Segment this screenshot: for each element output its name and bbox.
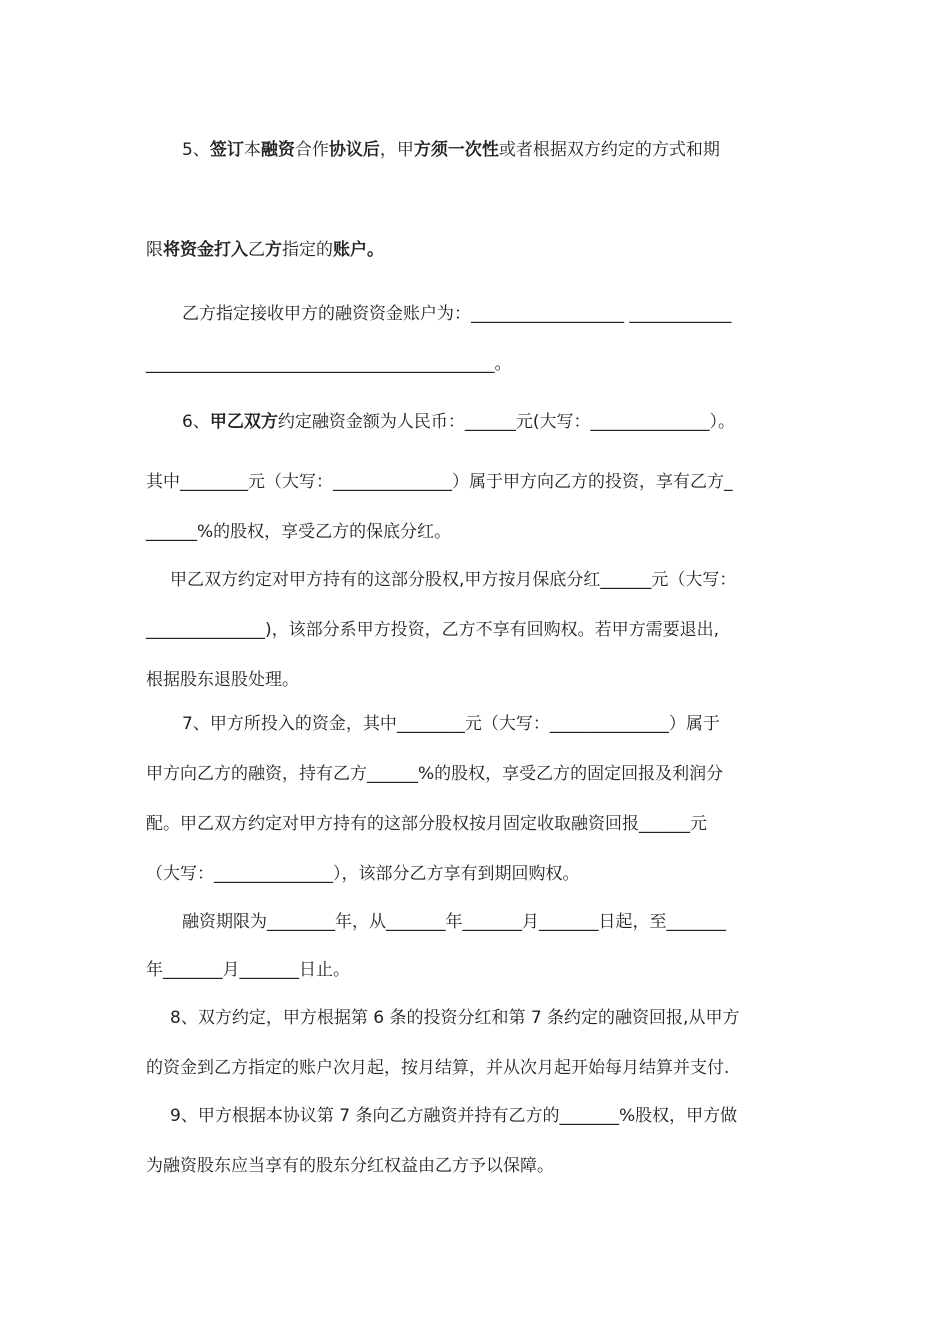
clause-6-line-2 xyxy=(146,472,733,492)
text-segment: 合作 xyxy=(294,140,329,160)
text-segment: 甲方向乙方的融资，持有乙方______%的股权，享受乙方的固定回报及利润分 xyxy=(146,764,724,784)
text-segment: 根据股东退股处理。 xyxy=(146,670,299,690)
term-line-2 xyxy=(146,960,350,980)
text-segment: ______%的股权，享受乙方的保底分红。 xyxy=(146,522,452,542)
clause-6-line-3 xyxy=(146,522,451,542)
text-segment: 的资金到乙方指定的账户次月起，按月结算，并从次月起开始每月结算并支付. xyxy=(146,1058,730,1078)
clause-9-line-1 xyxy=(170,1106,737,1126)
bold-text-segment: 账户。 xyxy=(333,240,384,260)
bold-text-segment: 协议后 xyxy=(328,140,380,160)
account-line-2 xyxy=(146,354,512,374)
clause-7-line-2 xyxy=(146,764,723,784)
clause-7-line-4 xyxy=(146,864,580,884)
text-segment: （大写：______________），该部分乙方享有到期回购权。 xyxy=(146,864,580,884)
text-segment: _________________________________________。 xyxy=(146,354,512,374)
text-segment: 9、甲方根据本协议第 7 条向乙方融资并持有乙方的_______%股权，甲方做 xyxy=(170,1106,738,1126)
clause-7-line-1 xyxy=(182,714,720,734)
text-segment: 约定融资金额为人民币：______元(大写：______________）。 xyxy=(277,412,735,432)
bold-text-segment: 方 xyxy=(265,240,282,260)
text-segment: 乙方指定接收甲方的融资资金账户为：__________________ ____________ xyxy=(182,304,732,324)
text-segment: 或者根据双方约定的方式和期 xyxy=(498,140,720,160)
text-segment: 年_______月_______日止。 xyxy=(146,960,350,980)
dividend-line-3 xyxy=(146,670,299,690)
dividend-line-1 xyxy=(170,570,736,590)
text-segment: 5、 xyxy=(182,140,210,160)
text-segment: 融资期限为________年，从_______年_______月_______日起，至_______ xyxy=(182,912,726,932)
clause-5-line-1 xyxy=(182,140,720,160)
clause-8-line-2 xyxy=(146,1058,729,1078)
text-segment: 甲乙双方约定对甲方持有的这部分股权,甲方按月保底分红______元（大写： xyxy=(170,570,737,590)
text-segment: 6、 xyxy=(182,412,210,432)
text-segment: 8、双方约定，甲方根据第 6 条的投资分红和第 7 条约定的融资回报,从甲方 xyxy=(170,1008,740,1028)
text-segment: 限 xyxy=(146,240,163,260)
text-segment: 其中________元（大写：______________）属于甲方向乙方的投资，享有乙方_ xyxy=(146,472,733,492)
bold-text-segment: 签订 xyxy=(209,140,244,160)
text-segment: 指定的 xyxy=(282,240,333,260)
text-segment: 为融资股东应当享有的股东分红权益由乙方予以保障。 xyxy=(146,1156,554,1176)
bold-text-segment: 方须一次性 xyxy=(413,140,499,160)
text-segment: ______________)，该部分系甲方投资，乙方不享有回购权。若甲方需要退出, xyxy=(146,620,720,640)
text-segment: ，甲 xyxy=(379,140,414,160)
term-line-1 xyxy=(182,912,726,932)
clause-6-line-1 xyxy=(182,412,735,432)
clause-5-line-2 xyxy=(146,240,384,260)
text-segment: 本 xyxy=(243,140,261,160)
bold-text-segment: 将资金打入 xyxy=(163,240,248,260)
dividend-line-2 xyxy=(146,620,719,640)
bold-text-segment: 融资 xyxy=(260,140,295,160)
text-segment: 乙 xyxy=(248,240,265,260)
clause-9-line-2 xyxy=(146,1156,554,1176)
text-segment: 7、甲方所投入的资金，其中________元（大写：______________）属于 xyxy=(182,714,720,734)
clause-8-line-1 xyxy=(170,1008,739,1028)
text-segment: 配。甲乙双方约定对甲方持有的这部分股权按月固定收取融资回报______元 xyxy=(146,814,707,834)
account-line-1 xyxy=(182,304,731,324)
bold-text-segment: 甲乙双方 xyxy=(209,412,278,432)
clause-7-line-3 xyxy=(146,814,707,834)
